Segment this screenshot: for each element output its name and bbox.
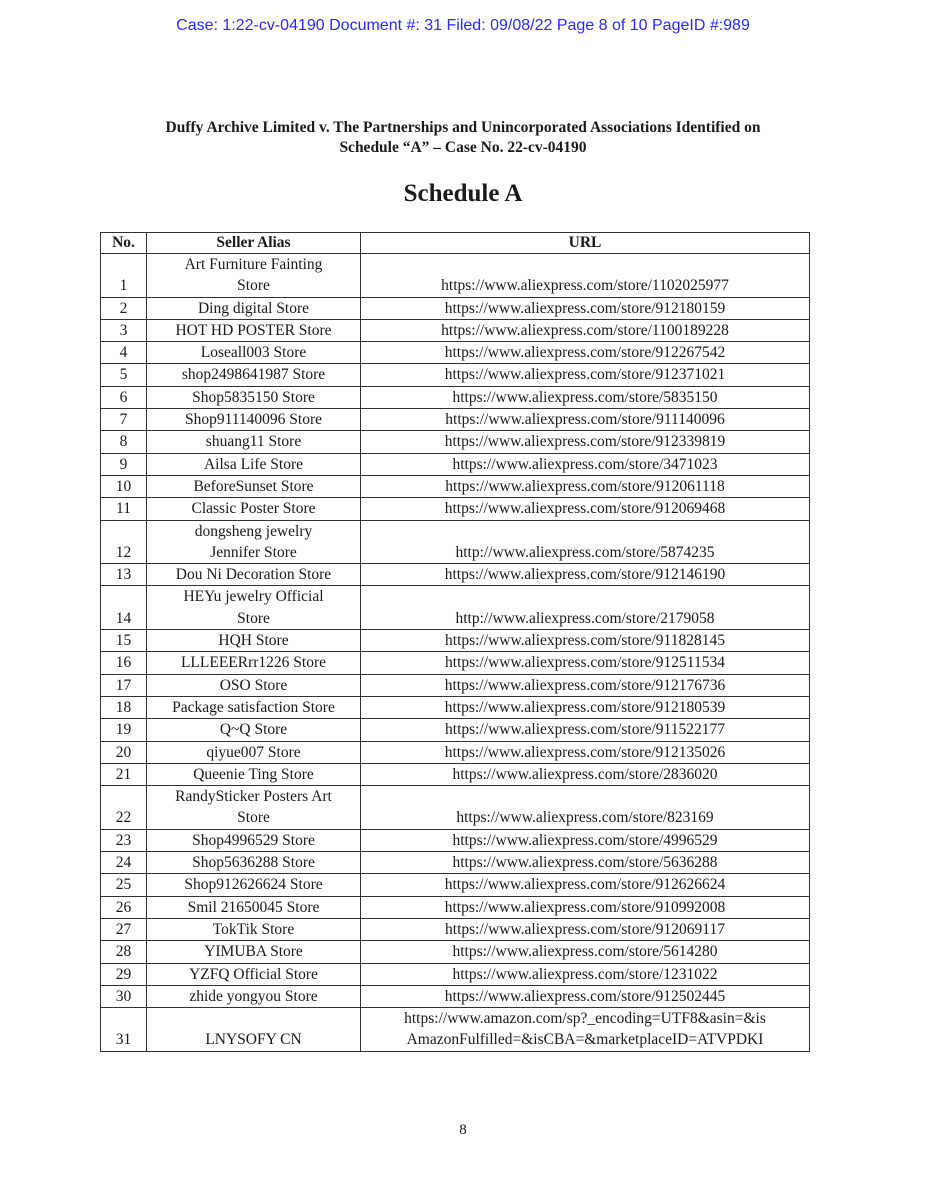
table-row (101, 586, 810, 630)
url-text: https://www.aliexpress.com/store/912180159 (444, 299, 726, 317)
schedule-title: Schedule A (403, 180, 523, 207)
url-cell (361, 431, 810, 453)
url-text: https://www.aliexpress.com/store/1231022 (452, 965, 718, 983)
table-row (101, 498, 810, 520)
table-header-row (101, 233, 810, 254)
seller-alias-text: HQH Store (218, 632, 289, 650)
row-number: 16 (101, 652, 147, 674)
url-text: https://www.aliexpress.com/store/5636288 (452, 854, 718, 872)
table-row (101, 941, 810, 963)
url-text: https://www.aliexpress.com/store/823169 (456, 809, 714, 827)
seller-alias-text: HOT HD POSTER Store (175, 321, 332, 339)
seller-alias-cell (147, 786, 361, 830)
row-number: 10 (101, 475, 147, 497)
url-cell (361, 852, 810, 874)
url-cell (361, 719, 810, 741)
row-number: 13 (101, 564, 147, 586)
column-header-no: No. (101, 233, 147, 254)
url-text: https://www.aliexpress.com/store/912069468 (444, 500, 726, 518)
seller-alias-text: dongsheng jewelry (194, 522, 313, 540)
url-text: https://www.aliexpress.com/store/2836020 (452, 765, 718, 783)
caption-line-2: Schedule “A” – Case No. 22-cv-04190 (339, 139, 587, 156)
url-cell (361, 520, 810, 564)
url-cell (361, 364, 810, 386)
url-cell (361, 453, 810, 475)
seller-alias-cell (147, 475, 361, 497)
row-number: 4 (101, 342, 147, 364)
row-number: 9 (101, 453, 147, 475)
schedule-table (100, 232, 810, 1052)
seller-alias-text: Shop912626624 Store (184, 876, 323, 894)
seller-alias-cell (147, 386, 361, 408)
seller-alias-text: YIMUBA Store (204, 943, 303, 961)
seller-alias-cell (147, 498, 361, 520)
table-row (101, 409, 810, 431)
seller-alias-text: Store (237, 809, 270, 827)
row-number: 31 (101, 1008, 147, 1052)
seller-alias-cell (147, 652, 361, 674)
url-cell (361, 564, 810, 586)
case-caption (90, 118, 836, 158)
seller-alias-cell (147, 719, 361, 741)
table-row (101, 896, 810, 918)
seller-alias-text: Classic Poster Store (191, 500, 316, 518)
url-text: https://www.aliexpress.com/store/912061118 (445, 477, 725, 495)
seller-alias-cell (147, 763, 361, 785)
row-number: 2 (101, 297, 147, 319)
seller-alias-text: Queenie Ting Store (193, 765, 314, 783)
seller-alias-cell (147, 985, 361, 1007)
seller-alias-cell (147, 520, 361, 564)
seller-alias-cell (147, 918, 361, 940)
seller-alias-text: Shop911140096 Store (184, 411, 323, 429)
row-number: 28 (101, 941, 147, 963)
row-number: 3 (101, 319, 147, 341)
table-row (101, 985, 810, 1007)
url-cell (361, 342, 810, 364)
url-cell (361, 630, 810, 652)
url-text: https://www.aliexpress.com/store/912069117 (445, 920, 725, 938)
url-cell (361, 475, 810, 497)
table-row (101, 786, 810, 830)
page-number: 8 (459, 1122, 467, 1138)
seller-alias-text: Ding digital Store (197, 299, 310, 317)
seller-alias-cell (147, 297, 361, 319)
url-text: https://www.aliexpress.com/store/910992008 (444, 898, 726, 916)
table-row (101, 297, 810, 319)
table-row (101, 829, 810, 851)
table-row (101, 475, 810, 497)
row-number: 26 (101, 896, 147, 918)
seller-alias-cell (147, 319, 361, 341)
row-number: 7 (101, 409, 147, 431)
url-cell (361, 297, 810, 319)
seller-alias-cell (147, 342, 361, 364)
seller-alias-text: RandySticker Posters Art (175, 788, 332, 806)
seller-alias-cell (147, 963, 361, 985)
seller-alias-text: Loseall003 Store (200, 344, 307, 362)
seller-alias-cell (147, 564, 361, 586)
row-number: 15 (101, 630, 147, 652)
seller-alias-text: LNYSOFY CN (205, 1031, 302, 1049)
table-row (101, 254, 810, 298)
url-text: https://www.aliexpress.com/store/912267542 (444, 344, 726, 362)
seller-alias-cell (147, 453, 361, 475)
seller-alias-text: shuang11 Store (205, 433, 302, 451)
row-number: 5 (101, 364, 147, 386)
seller-alias-cell (147, 254, 361, 298)
table-row (101, 1008, 810, 1052)
row-number: 18 (101, 696, 147, 718)
row-number: 1 (101, 254, 147, 298)
row-number: 30 (101, 985, 147, 1007)
column-header-url: URL (361, 233, 810, 254)
seller-alias-cell (147, 941, 361, 963)
url-text: https://www.aliexpress.com/store/911522177 (445, 721, 725, 739)
seller-alias-text: LLLEEERrr1226 Store (180, 654, 327, 672)
table-row (101, 696, 810, 718)
url-cell (361, 254, 810, 298)
seller-alias-text: HEYu jewelry Official (183, 588, 324, 606)
caption-line-1: Duffy Archive Limited v. The Partnerships and Unincorporated Associations Identified on (165, 119, 761, 136)
table-row (101, 342, 810, 364)
seller-alias-cell (147, 741, 361, 763)
row-number: 12 (101, 520, 147, 564)
url-text: https://www.aliexpress.com/store/912176736 (444, 676, 726, 694)
url-cell (361, 918, 810, 940)
url-cell (361, 1008, 810, 1052)
seller-alias-cell (147, 696, 361, 718)
url-cell (361, 763, 810, 785)
url-text: https://www.aliexpress.com/store/912371021 (444, 366, 726, 384)
url-cell (361, 741, 810, 763)
seller-alias-cell (147, 630, 361, 652)
url-text: https://www.aliexpress.com/store/912135026 (444, 743, 726, 761)
url-text: https://www.aliexpress.com/store/5835150 (452, 388, 718, 406)
seller-alias-cell (147, 364, 361, 386)
url-text: https://www.aliexpress.com/store/912339819 (444, 433, 726, 451)
seller-alias-text: Jennifer Store (210, 543, 297, 561)
seller-alias-cell (147, 1008, 361, 1052)
seller-alias-cell (147, 874, 361, 896)
table-row (101, 763, 810, 785)
table-row (101, 652, 810, 674)
url-cell (361, 586, 810, 630)
row-number: 24 (101, 852, 147, 874)
seller-alias-text: Shop5835150 Store (192, 388, 315, 406)
seller-alias-text: Store (237, 277, 270, 295)
table-row (101, 674, 810, 696)
table-row (101, 963, 810, 985)
row-number: 17 (101, 674, 147, 696)
url-text: https://www.aliexpress.com/store/912502445 (444, 987, 726, 1005)
seller-alias-text: Store (237, 609, 270, 627)
seller-alias-text: TokTik Store (212, 920, 295, 938)
seller-alias-text: zhide yongyou Store (189, 987, 318, 1005)
url-text: https://www.aliexpress.com/store/912180539 (444, 698, 726, 716)
table-row (101, 852, 810, 874)
row-number: 27 (101, 918, 147, 940)
url-cell (361, 874, 810, 896)
table-row (101, 319, 810, 341)
seller-alias-cell (147, 586, 361, 630)
table-row (101, 630, 810, 652)
seller-alias-text: Dou Ni Decoration Store (175, 566, 332, 584)
url-cell (361, 786, 810, 830)
url-cell (361, 985, 810, 1007)
url-cell (361, 696, 810, 718)
seller-alias-text: BeforeSunset Store (193, 477, 314, 495)
seller-alias-text: Package satisfaction Store (172, 698, 335, 716)
table-row (101, 874, 810, 896)
url-cell (361, 386, 810, 408)
url-text: https://www.aliexpress.com/store/5614280 (452, 943, 718, 961)
table-row (101, 564, 810, 586)
row-number: 14 (101, 586, 147, 630)
seller-alias-cell (147, 409, 361, 431)
url-text: https://www.aliexpress.com/store/911140096 (445, 411, 725, 429)
table-row (101, 719, 810, 741)
url-text: https://www.aliexpress.com/store/912146190 (444, 566, 726, 584)
url-text: https://www.aliexpress.com/store/1100189228 (441, 321, 729, 339)
url-text: https://www.aliexpress.com/store/912626624 (444, 876, 726, 894)
seller-alias-cell (147, 896, 361, 918)
url-cell (361, 319, 810, 341)
row-number: 22 (101, 786, 147, 830)
url-cell (361, 829, 810, 851)
row-number: 25 (101, 874, 147, 896)
seller-alias-text: qiyue007 Store (206, 743, 301, 761)
seller-alias-text: YZFQ Official Store (189, 965, 318, 983)
row-number: 6 (101, 386, 147, 408)
table-row (101, 741, 810, 763)
table-row (101, 453, 810, 475)
table-row (101, 431, 810, 453)
seller-alias-text: Shop5636288 Store (192, 854, 315, 872)
row-number: 21 (101, 763, 147, 785)
url-text: https://www.aliexpress.com/store/4996529 (452, 831, 718, 849)
seller-alias-cell (147, 674, 361, 696)
row-number: 29 (101, 963, 147, 985)
column-header-seller-alias: Seller Alias (147, 233, 361, 254)
url-cell (361, 941, 810, 963)
seller-alias-text: shop2498641987 Store (181, 366, 326, 384)
url-text: http://www.aliexpress.com/store/2179058 (455, 609, 715, 627)
row-number: 8 (101, 431, 147, 453)
seller-alias-cell (147, 431, 361, 453)
seller-alias-text: Art Furniture Fainting (184, 256, 323, 273)
seller-alias-cell (147, 829, 361, 851)
url-text: https://www.aliexpress.com/store/912511534 (445, 654, 725, 672)
url-cell (361, 409, 810, 431)
seller-alias-text: Q~Q Store (219, 721, 288, 739)
seller-alias-text: OSO Store (219, 676, 288, 694)
seller-alias-text: Shop4996529 Store (192, 831, 315, 849)
row-number: 23 (101, 829, 147, 851)
url-text: AmazonFulfilled=&isCBA=&marketplaceID=ATVPDKI (406, 1031, 764, 1049)
url-cell (361, 498, 810, 520)
seller-alias-text: Smil 21650045 Store (187, 898, 320, 916)
url-cell (361, 963, 810, 985)
url-text: https://www.amazon.com/sp?_encoding=UTF8&asin=&is (404, 1010, 766, 1028)
table-row (101, 520, 810, 564)
table-row (101, 386, 810, 408)
url-cell (361, 896, 810, 918)
url-text: https://www.aliexpress.com/store/3471023 (452, 455, 718, 473)
row-number: 19 (101, 719, 147, 741)
table-row (101, 918, 810, 940)
url-cell (361, 674, 810, 696)
seller-alias-cell (147, 852, 361, 874)
row-number: 20 (101, 741, 147, 763)
url-text: https://www.aliexpress.com/store/911828145 (445, 632, 725, 650)
url-cell (361, 652, 810, 674)
seller-alias-text: Ailsa Life Store (203, 455, 303, 473)
table-row (101, 364, 810, 386)
case-header: Case: 1:22-cv-04190 Document #: 31 Filed: 09/08/22 Page 8 of 10 PageID #:989 (176, 17, 750, 34)
row-number: 11 (101, 498, 147, 520)
url-text: https://www.aliexpress.com/store/1102025977 (441, 277, 729, 295)
url-text: http://www.aliexpress.com/store/5874235 (455, 543, 715, 561)
